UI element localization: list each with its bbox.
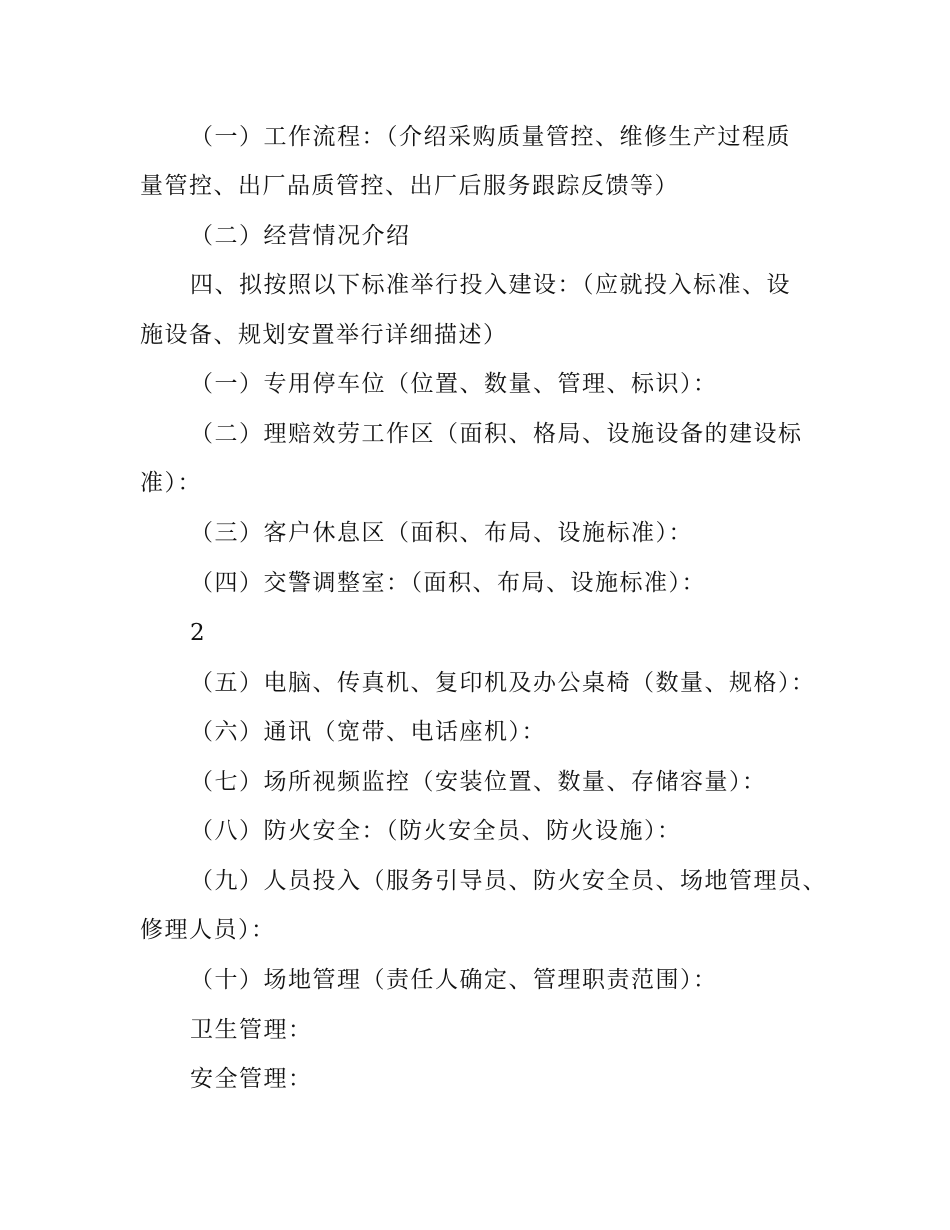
paragraph-line: （二）理赔效劳工作区（面积、格局、设施设备的建设标 [190, 421, 803, 447]
paragraph-line: （二）经营情况介绍 [190, 223, 411, 249]
paragraph-line: （一）工作流程：（介绍采购质量管控、维修生产过程质 [190, 124, 791, 150]
paragraph-line: （六）通讯（宽带、电话座机）： [190, 719, 546, 745]
paragraph-line: （九）人员投入（服务引导员、防火安全员、场地管理员、 [190, 868, 827, 894]
paragraph-line: （五）电脑、传真机、复印机及办公桌椅（数量、规格）： [190, 670, 816, 696]
paragraph-line: （十）场地管理（责任人确定、管理职责范围）： [190, 967, 718, 993]
paragraph-line: 施设备、规划安置举行详细描述） [140, 322, 508, 348]
paragraph-line: （四）交警调整室：（面积、布局、设施标准）： [190, 570, 706, 596]
paragraph-line: （七）场所视频监控（安装位置、数量、存储容量）： [190, 769, 767, 795]
paragraph-line: （八）防火安全：（防火安全员、防火设施）： [190, 818, 682, 844]
paragraph-line: 卫生管理： [190, 1017, 313, 1043]
paragraph-line: （一）专用停车位（位置、数量、管理、标识）： [190, 371, 718, 397]
paragraph-line: 量管控、出厂品质管控、出厂后服务跟踪反馈等） [140, 173, 679, 199]
paragraph-line: 安全管理： [190, 1066, 313, 1092]
paragraph-line: 四、拟按照以下标准举行投入建设：（应就投入标准、设 [190, 272, 791, 298]
paragraph-line: 修理人员）： [140, 917, 276, 943]
paragraph-line: （三）客户休息区（面积、布局、设施标准）： [190, 520, 693, 546]
page-number: 2 [190, 620, 207, 646]
paragraph-line: 准）： [140, 470, 202, 496]
